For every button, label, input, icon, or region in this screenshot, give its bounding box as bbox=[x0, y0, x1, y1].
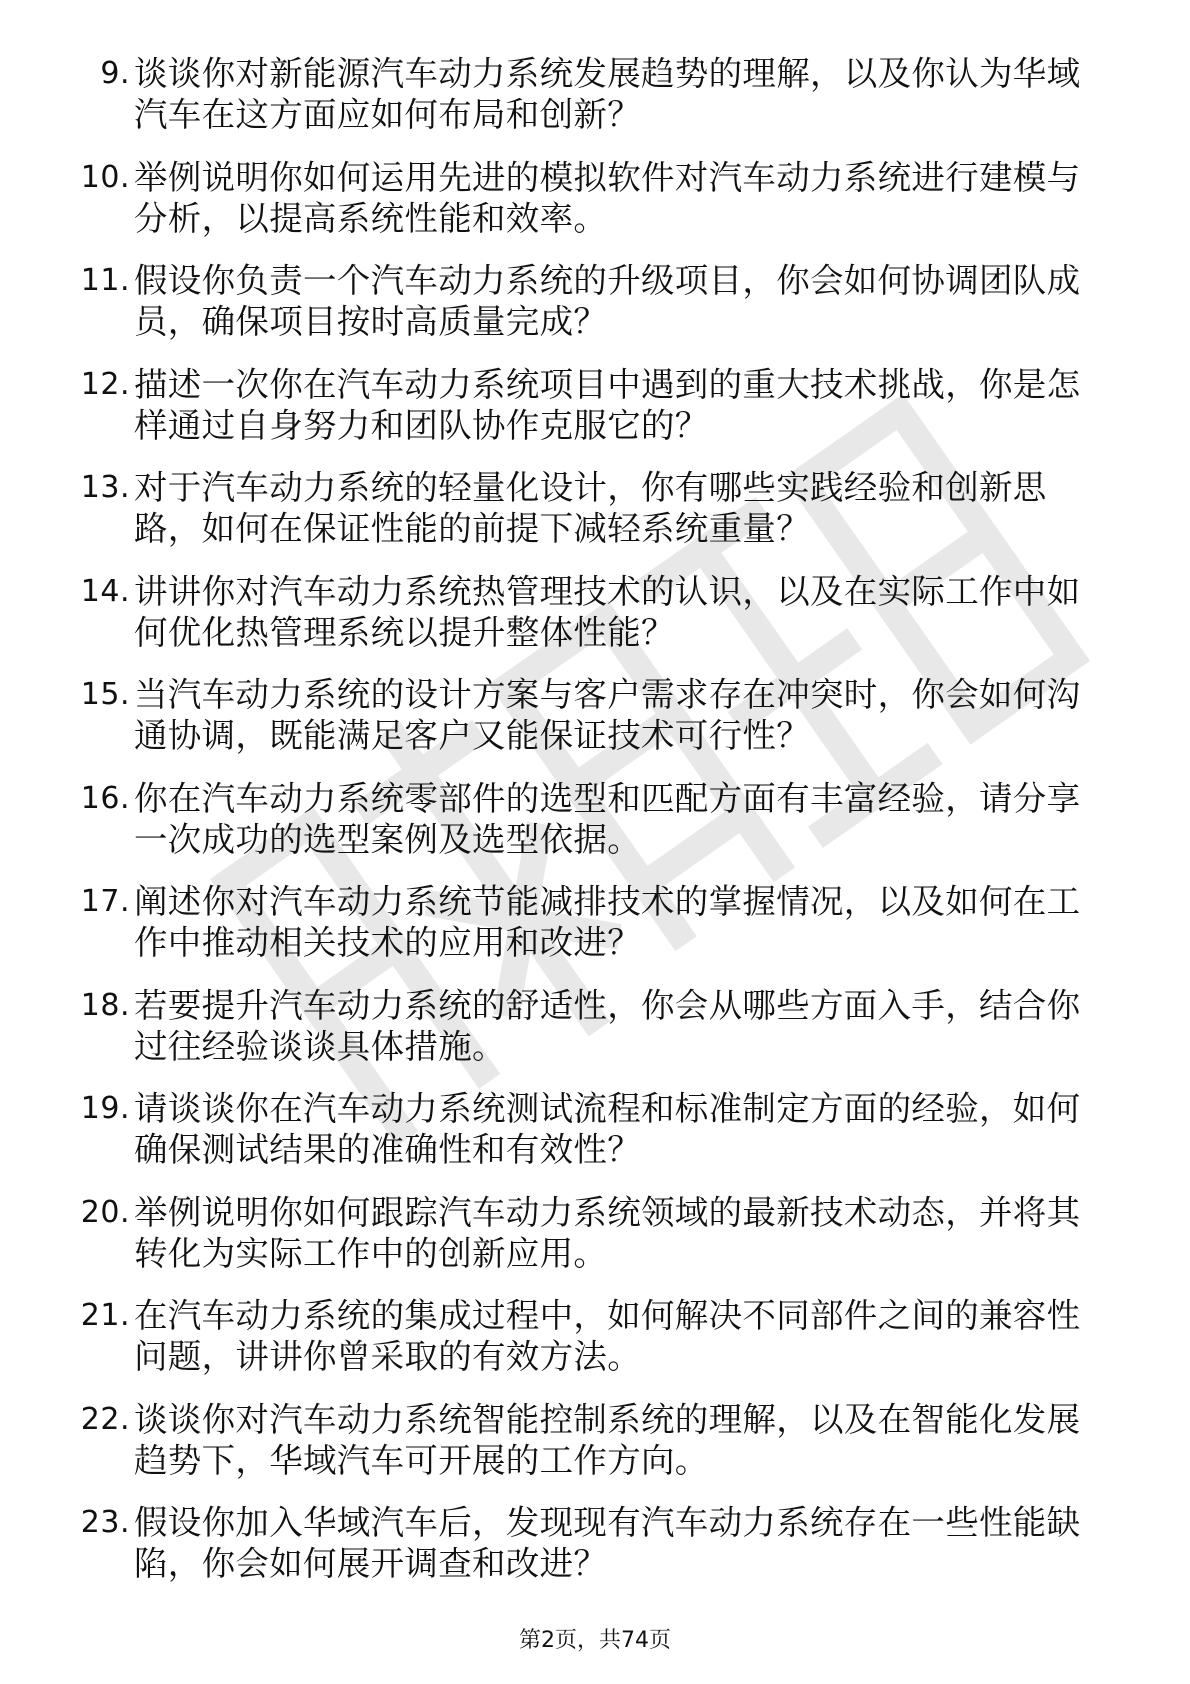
question-text bbox=[134, 985, 1114, 1067]
question-number: 9. bbox=[100, 56, 130, 91]
question-line: 问题，讲讲你曾采取的有效方法。 bbox=[134, 1337, 641, 1376]
question-line: 转化为实际工作中的创新应用。 bbox=[134, 1233, 608, 1273]
question-text bbox=[134, 674, 1114, 756]
question-number: 16. bbox=[80, 780, 130, 816]
question-item bbox=[0, 876, 1190, 980]
question-line: 通协调，既能满足客户又能保证技术可行性？ bbox=[134, 716, 810, 755]
question-list bbox=[0, 48, 1190, 1601]
question-item bbox=[0, 1083, 1190, 1187]
question-line: 一次成功的选型案例及选型依据。 bbox=[134, 819, 641, 859]
question-text bbox=[134, 1088, 1114, 1170]
question-text bbox=[134, 1502, 1114, 1584]
question-item bbox=[0, 980, 1190, 1084]
question-text bbox=[134, 881, 1114, 963]
question-line: 描述一次你在汽车动力系统项目中遇到的重大技术挑战，你是怎 bbox=[134, 364, 1081, 404]
question-number: 17. bbox=[80, 884, 130, 919]
question-line: 举例说明你如何运用先进的模拟软件对汽车动力系统进行建模与 bbox=[134, 157, 1081, 197]
question-number: 14. bbox=[80, 573, 130, 609]
question-text bbox=[134, 571, 1114, 653]
question-line: 假设你负责一个汽车动力系统的升级项目，你会如何协调团队成 bbox=[134, 261, 1081, 300]
question-item bbox=[0, 1187, 1190, 1291]
page-footer bbox=[0, 1627, 1190, 1655]
question-number: 12. bbox=[80, 366, 130, 402]
question-number: 15. bbox=[80, 677, 130, 712]
page-number-label: 第2页，共74页 bbox=[519, 1628, 671, 1653]
question-line: 你在汽车动力系统零部件的选型和匹配方面有丰富经验，请分享 bbox=[134, 778, 1081, 818]
question-text bbox=[134, 467, 1114, 549]
question-item bbox=[0, 566, 1190, 670]
question-line: 当汽车动力系统的设计方案与客户需求存在冲突时，你会如何沟 bbox=[134, 675, 1081, 714]
question-line: 阐述你对汽车动力系统节能减排技术的掌握情况，以及如何在工 bbox=[134, 882, 1081, 921]
question-text bbox=[134, 53, 1114, 135]
question-item bbox=[0, 1497, 1190, 1601]
question-line: 陷，你会如何展开调查和改进？ bbox=[134, 1544, 608, 1583]
question-item bbox=[0, 152, 1190, 256]
question-number: 10. bbox=[80, 159, 130, 195]
question-item bbox=[0, 1394, 1190, 1498]
question-number: 13. bbox=[80, 470, 130, 505]
question-item bbox=[0, 255, 1190, 359]
question-text bbox=[134, 1399, 1114, 1481]
question-number: 23. bbox=[80, 1505, 130, 1540]
question-line: 确保测试结果的准确性和有效性？ bbox=[134, 1130, 641, 1169]
question-text bbox=[134, 778, 1114, 860]
question-item bbox=[0, 462, 1190, 566]
question-line: 谈谈你对新能源汽车动力系统发展趋势的理解，以及你认为华域 bbox=[134, 54, 1081, 93]
question-text bbox=[134, 1295, 1114, 1377]
question-number: 22. bbox=[80, 1401, 130, 1437]
question-line: 何优化热管理系统以提升整体性能？ bbox=[134, 612, 675, 652]
question-line: 趋势下，华域汽车可开展的工作方向。 bbox=[134, 1440, 709, 1480]
question-number: 21. bbox=[80, 1298, 130, 1333]
question-number: 18. bbox=[80, 987, 130, 1023]
question-number: 19. bbox=[80, 1091, 130, 1126]
question-number: 20. bbox=[80, 1194, 130, 1230]
question-text bbox=[134, 260, 1114, 342]
question-text bbox=[134, 157, 1114, 239]
question-text bbox=[134, 364, 1114, 446]
question-line: 在汽车动力系统的集成过程中，如何解决不同部件之间的兼容性 bbox=[134, 1296, 1081, 1335]
question-line: 作中推动相关技术的应用和改进？ bbox=[134, 923, 641, 962]
question-line: 员，确保项目按时高质量完成？ bbox=[134, 302, 608, 341]
question-line: 若要提升汽车动力系统的舒适性，你会从哪些方面入手，结合你 bbox=[134, 985, 1081, 1025]
question-line: 假设你加入华域汽车后，发现现有汽车动力系统存在一些性能缺 bbox=[134, 1503, 1081, 1542]
question-number: 11. bbox=[80, 263, 130, 298]
question-line: 请谈谈你在汽车动力系统测试流程和标准制定方面的经验，如何 bbox=[134, 1089, 1081, 1128]
question-line: 分析，以提高系统性能和效率。 bbox=[134, 198, 608, 238]
question-line: 谈谈你对汽车动力系统智能控制系统的理解，以及在智能化发展 bbox=[134, 1399, 1081, 1439]
question-line: 路，如何在保证性能的前提下减轻系统重量？ bbox=[134, 509, 810, 548]
question-item bbox=[0, 669, 1190, 773]
question-text bbox=[134, 1192, 1114, 1274]
question-line: 过往经验谈谈具体措施。 bbox=[134, 1026, 506, 1066]
question-item bbox=[0, 773, 1190, 877]
question-item bbox=[0, 48, 1190, 152]
question-line: 样通过自身努力和团队协作克服它的？ bbox=[134, 405, 709, 445]
question-line: 对于汽车动力系统的轻量化设计，你有哪些实践经验和创新思 bbox=[134, 468, 1047, 507]
question-line: 汽车在这方面应如何布局和创新？ bbox=[134, 95, 641, 134]
question-line: 讲讲你对汽车动力系统热管理技术的认识，以及在实际工作中如 bbox=[134, 571, 1081, 611]
question-item bbox=[0, 1290, 1190, 1394]
question-line: 举例说明你如何跟踪汽车动力系统领域的最新技术动态，并将其 bbox=[134, 1192, 1081, 1232]
question-item bbox=[0, 359, 1190, 463]
